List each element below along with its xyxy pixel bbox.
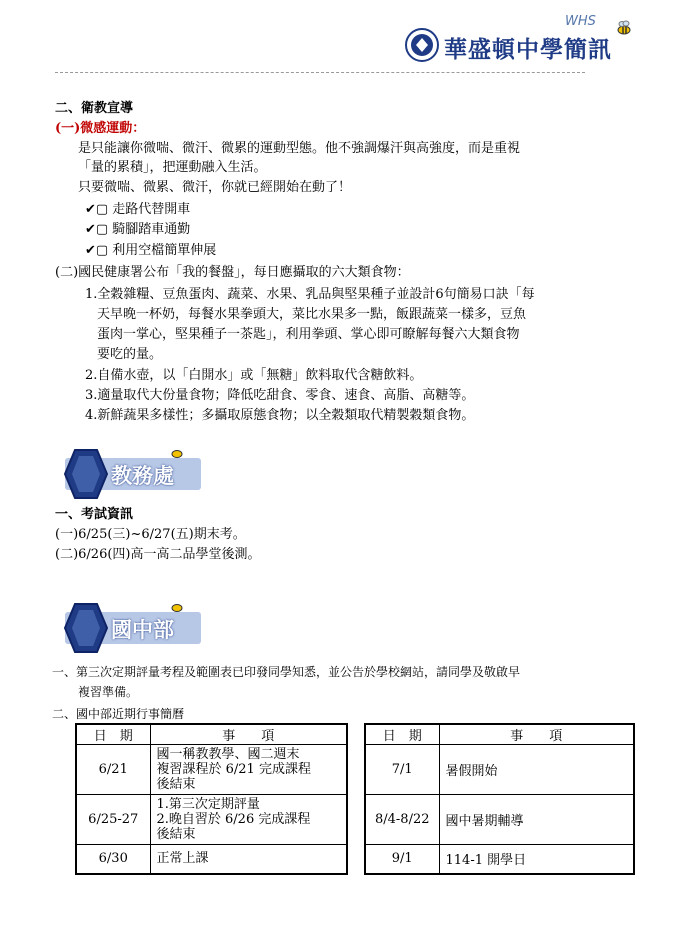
plate-item-1-line-2: 天早晚一杯奶，每餐水果拳頭大，菜比水果多一點，飯跟蔬菜一樣多，豆魚: [97, 307, 527, 322]
row-date: 7/1: [365, 745, 439, 795]
schedule-table-left: [75, 723, 348, 875]
row-event: [150, 745, 347, 795]
plate-item-1-line-4: 要吃的量。: [97, 347, 163, 362]
micro-exercise-text-2: 「量的累積」，把運動融入生活。: [78, 160, 267, 175]
plate-item-4: 4.新鮮蔬果多樣性；多攝取原態食物；以全穀類取代精製穀類食物。: [85, 408, 475, 423]
exam-info-heading: 一、考試資訊: [55, 507, 134, 522]
row-date: 9/1: [365, 845, 439, 874]
health-heading: 二、衛教宣導: [55, 101, 134, 116]
row-date: 6/25-27: [76, 795, 150, 845]
table-row: [365, 845, 634, 874]
badge-label: 教務處: [111, 464, 174, 488]
event-line: 後結束: [156, 777, 196, 792]
event-line: 2.晚自習於 6/26 完成課程: [156, 812, 311, 827]
badge-label: 國中部: [111, 618, 174, 642]
row-event: 國中暑期輔導: [439, 795, 634, 845]
schedule-table-right: [364, 723, 635, 875]
row-date: 8/4-8/22: [365, 795, 439, 845]
table-row: [76, 745, 347, 795]
table-header-item: 事 項: [439, 724, 634, 745]
table-header-item: 事 項: [150, 724, 347, 745]
table-row: [365, 795, 634, 845]
my-plate-heading: (二)國民健康署公布「我的餐盤」，每日應攝取的六大類食物：: [55, 265, 410, 280]
plate-item-1-line-3: 蛋肉一掌心，堅果種子一茶匙」，利用拳頭、掌心即可瞭解每餐六大類食物: [97, 327, 520, 342]
school-seal-icon: [405, 28, 439, 62]
check-item: ✔▢ 騎腳踏車通勤: [85, 222, 191, 237]
table-header-date: 日 期: [365, 724, 439, 745]
plate-item-3: 3.適量取代大份量食物；降低吃甜食、零食、速食、高脂、高糖等。: [85, 388, 475, 403]
plate-item-2: 2.自備水壺，以「白開水」或「無糖」飲料取代含糖飲料。: [85, 368, 423, 383]
plate-item-1-line-1: 1.全穀雜糧、豆魚蛋肉、蔬菜、水果、乳品與堅果種子並設計6句簡易口訣「每: [85, 287, 535, 302]
table-row: [76, 845, 347, 874]
bee-icon: [614, 18, 634, 38]
row-event: 正常上課: [150, 845, 347, 874]
junior-notice-1-line-2: 複習準備。: [78, 685, 139, 699]
row-event: [150, 795, 347, 845]
event-line: 後結束: [156, 827, 196, 842]
exam-item-1: (一)6/25(三)~6/27(五)期末考。: [55, 527, 246, 542]
row-date: 6/21: [76, 745, 150, 795]
event-line: 國一稱教教學、國二週末: [156, 747, 300, 762]
event-line: 1.第三次定期評量: [156, 797, 260, 812]
row-event: 114-1 開學日: [439, 845, 634, 874]
micro-exercise-text-3: 只要微喘、微累、微汗，你就已經開始在動了！: [78, 180, 352, 195]
micro-exercise-text-1: 是只能讓你微喘、微汗、微累的運動型態。他不強調爆汗與高強度，而是重視: [78, 141, 521, 156]
junior-notice-1-line-1: 一、第三次定期評量考程及範圍表已印發同學知悉，並公告於學校網站，請同學及敬啟早: [52, 665, 521, 679]
whs-logo-mark: WHS: [565, 14, 596, 29]
table-row: [365, 745, 634, 795]
junior-schedule-heading: 二、國中部近期行事簡曆: [52, 707, 185, 721]
newsletter-title: 華盛頓中學簡訊: [444, 36, 612, 63]
header-divider: [55, 72, 585, 73]
check-item: ✔▢ 利用空檔簡單伸展: [85, 243, 217, 258]
check-item: ✔▢ 走路代替開車: [85, 202, 191, 217]
micro-exercise-heading: (一)微感運動：: [55, 121, 146, 136]
table-row: [76, 795, 347, 845]
academic-affairs-badge: [45, 448, 205, 500]
exam-item-2: (二)6/26(四)高一高二品學堂後測。: [55, 547, 261, 562]
event-line: 複習課程於 6/21 完成課程: [156, 762, 311, 777]
row-event: 暑假開始: [439, 745, 634, 795]
junior-high-badge: [45, 602, 205, 654]
row-date: 6/30: [76, 845, 150, 874]
table-header-date: 日 期: [76, 724, 150, 745]
